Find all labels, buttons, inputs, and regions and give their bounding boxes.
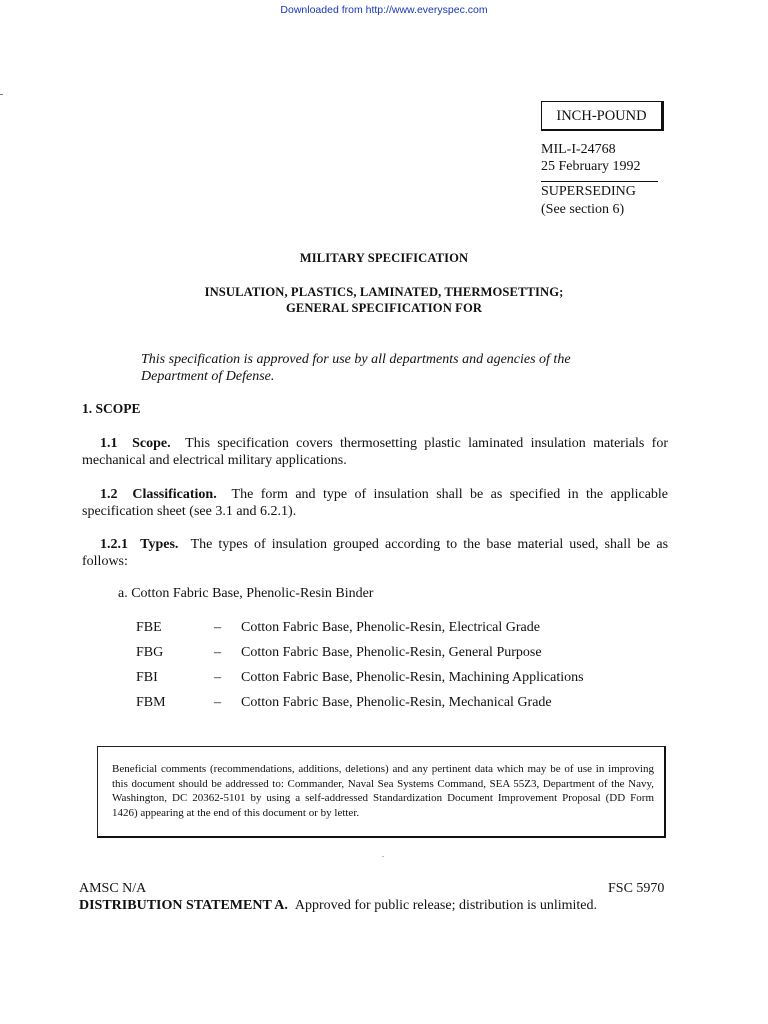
paragraph-1-2-1 [82,536,668,570]
distribution-text: Approved for public release; distribution is unlimited. [294,898,598,913]
p121-text: The types of insulation grouped according to the base material used, shall be as follows: [82,537,669,569]
p11-text: This specification covers thermosetting plastic laminated insulation materials for mechanical and electrical military applications. [82,436,668,468]
paragraph-1-1 [82,435,668,469]
type-description: Cotton Fabric Base, Phenolic-Resin, Mechanical Grade [241,695,552,710]
type-description: Cotton Fabric Base, Phenolic-Resin, Machining Applications [241,670,584,685]
section-scope-heading: 1. SCOPE [82,401,141,416]
superseding-rule [541,181,658,182]
scan-speck [0,94,3,95]
p12-title: Classification. [132,487,217,502]
distribution-statement [79,898,597,914]
distribution-label: DISTRIBUTION STATEMENT A. [79,898,288,913]
download-source-link[interactable]: Downloaded from http://www.everyspec.com [280,4,488,16]
spec-type-heading: MILITARY SPECIFICATION [299,251,469,265]
list-item-a: a. Cotton Fabric Base, Phenolic-Resin Binder [118,586,374,601]
p11-number: 1.1 [100,436,118,451]
superseding-note: (See section 6) [541,202,625,217]
paragraph-1-2 [82,486,668,520]
fsc-label: FSC 5970 [608,881,665,896]
type-code: FBI [136,670,158,685]
scan-speck [382,856,384,857]
type-dash: – [214,670,221,685]
type-description: Cotton Fabric Base, Phenolic-Resin, Electrical Grade [241,620,540,635]
comments-notice-text: Beneficial comments (recommendations, additions, deletions) and any pertinent data which may be of use in improving this document should be addressed to: Commander, Naval Sea Systems Command, SEA 55Z3, Department of the Navy, Washington, DC 20362-5101 by using a self-addressed Standardization Document Improvement Proposal (DD Form 1426) appearing at the end of this document or by letter. [112,763,654,819]
p121-title: Types. [140,537,179,552]
type-code: FBE [136,620,162,635]
type-dash: – [214,620,221,635]
document-date: 25 February 1992 [541,159,641,174]
type-code: FBG [136,645,164,660]
spec-title-line2: GENERAL SPECIFICATION FOR [285,301,483,315]
spec-title-line1: INSULATION, PLASTICS, LAMINATED, THERMOSETTING; [204,285,564,299]
type-description: Cotton Fabric Base, Phenolic-Resin, General Purpose [241,645,542,660]
p121-number: 1.2.1 [100,537,128,552]
document-id: MIL-I-24768 [541,142,616,157]
type-dash: – [214,695,221,710]
type-code: FBM [136,695,166,710]
amsc-label: AMSC N/A [79,881,147,896]
p12-text: The form and type of insulation shall be as specified in the applicable specification sheet (see 3.1 and 6.2.1). [82,487,669,519]
p11-title: Scope. [132,436,171,451]
superseding-label: SUPERSEDING [541,184,636,199]
approval-line1: This specification is approved for use by all departments and agencies of the [141,352,571,367]
type-dash: – [214,645,221,660]
comments-notice-box [97,746,666,838]
p12-number: 1.2 [100,487,118,502]
approval-line2: Department of Defense. [141,369,275,384]
unit-label: INCH-POUND [556,108,647,124]
inch-pound-box [541,101,664,131]
